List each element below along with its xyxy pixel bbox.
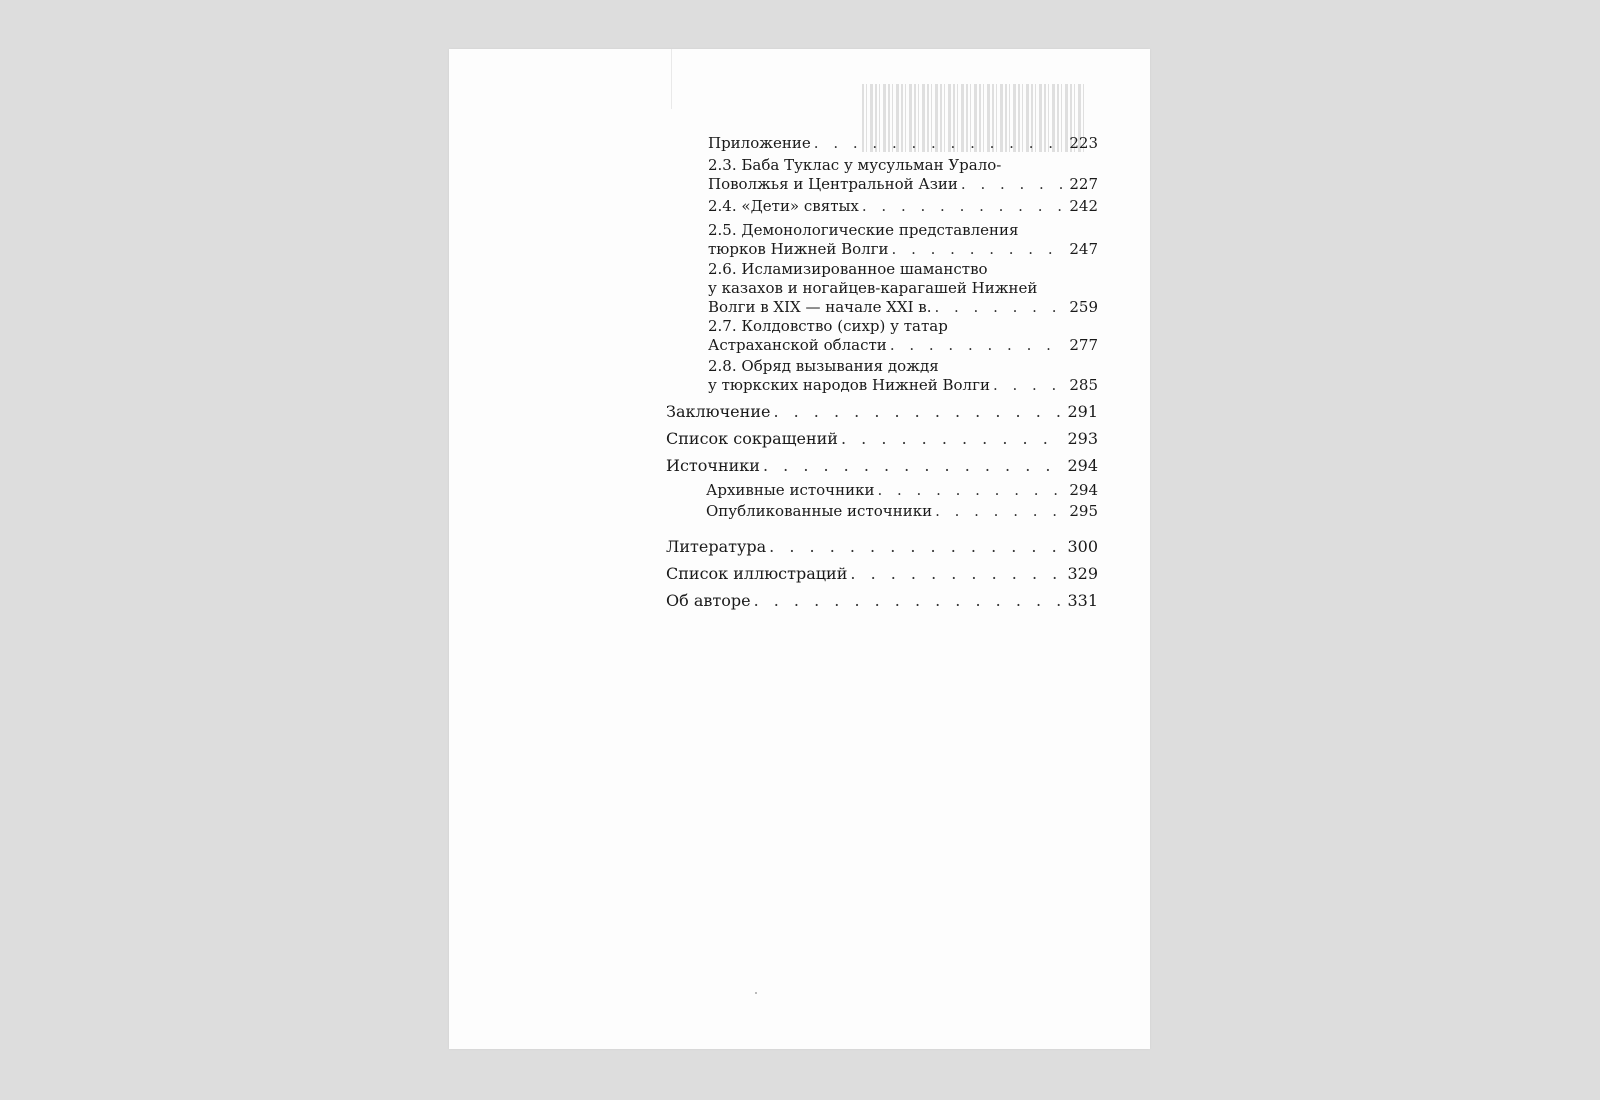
toc-entry-abbreviations: Список сокращений . . . 293 — [666, 428, 1098, 450]
toc-entry-appendix: Приложение . . . 223 — [708, 134, 1098, 153]
toc-entry-conclusion: Заключение . . . 291 — [666, 401, 1098, 423]
toc-entry-2-4: 2.4. «Дети» святых . . . 242 — [708, 197, 1098, 216]
book-page — [449, 49, 1150, 1049]
toc-entry-about-author: Об авторе . . . 331 — [666, 590, 1098, 612]
toc-entry-published-sources: Опубликованные источники . . . 295 — [706, 502, 1098, 521]
toc-entry-literature: Литература . . . 300 — [666, 536, 1098, 558]
toc-entry-sources: Источники . . . 294 — [666, 455, 1098, 477]
toc-entry-2-3: 2.3. Баба Туклас у мусульман Урало- Поволжья и Центральной Азии . . . 227 — [708, 156, 1098, 194]
toc-entry-2-7: 2.7. Колдовство (сихр) у татар Астраханской области . . . 277 — [708, 317, 1098, 355]
toc-entry-2-6: 2.6. Исламизированное шаманство у казахов и ногайцев-карагашей Нижней Волги в XIX — начале XXI в. . . . 259 — [708, 260, 1098, 317]
toc-entry-illustrations: Список иллюстраций . . . 329 — [666, 563, 1098, 585]
toc-entry-2-8: 2.8. Обряд вызывания дождя у тюркских народов Нижней Волги . . . 285 — [708, 357, 1098, 395]
table-of-contents — [449, 49, 1150, 1049]
toc-entry-archive-sources: Архивные источники . . . 294 — [706, 481, 1098, 500]
toc-entry-2-5: 2.5. Демонологические представления тюрков Нижней Волги . . . 247 — [708, 221, 1098, 259]
